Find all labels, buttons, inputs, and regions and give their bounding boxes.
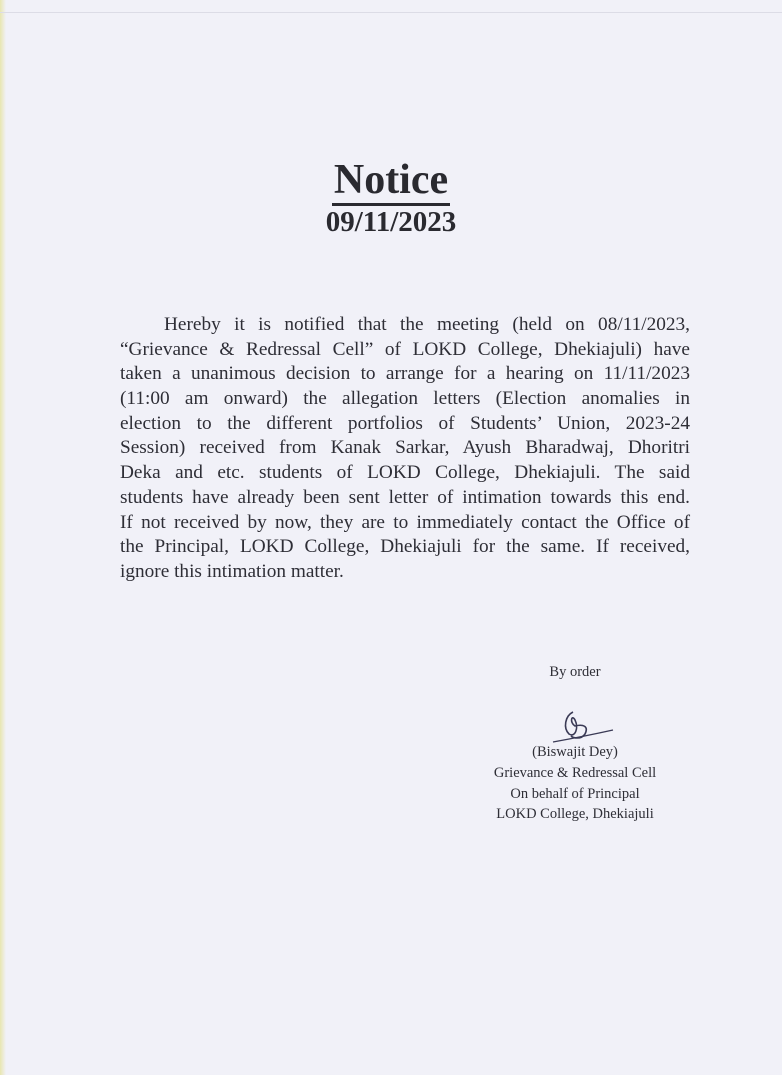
body-line: ignore this intimation matter. <box>120 560 344 582</box>
body-line: “Grievance & Redressal Cell” of LOKD College, Dhekiajuli) have <box>120 338 690 360</box>
body-line: taken a unanimous decision to arrange for a hearing on 11/11/2023 <box>120 363 690 385</box>
scan-edge-line <box>0 12 782 13</box>
body-line: the Principal, LOKD College, Dhekiajuli for the same. If received, <box>120 536 690 558</box>
notice-title-text: Notice <box>332 157 450 206</box>
body-line: Session) received from Kanak Sarkar, Ayush Bharadwaj, Dhoritri <box>120 437 690 459</box>
body-line: students have already been sent letter of intimation towards this end. <box>120 486 690 508</box>
body-line: Hereby it is notified that the meeting (held on 08/11/2023, <box>164 314 690 335</box>
notice-title <box>0 156 782 206</box>
institution: LOKD College, Dhekiajuli <box>496 806 654 822</box>
body-line: election to the different portfolios of Students’ Union, 2023-24 <box>120 412 690 434</box>
on-behalf-of: On behalf of Principal <box>510 786 640 802</box>
notice-date: 09/11/2023 <box>325 206 457 238</box>
signatory-designation: Grievance & Redressal Cell <box>493 765 657 781</box>
handwritten-signature <box>545 708 620 748</box>
body-line: (11:00 am onward) the allegation letters (Election anomalies in <box>120 388 690 410</box>
by-order: By order <box>549 664 601 680</box>
body-line: Deka and etc. students of LOKD College, Dhekiajuli. The said <box>120 462 690 484</box>
body-line: If not received by now, they are to immediately contact the Office of <box>120 511 690 533</box>
signatory-name: (Biswajit Dey) <box>532 744 618 760</box>
notice-body <box>120 313 690 585</box>
